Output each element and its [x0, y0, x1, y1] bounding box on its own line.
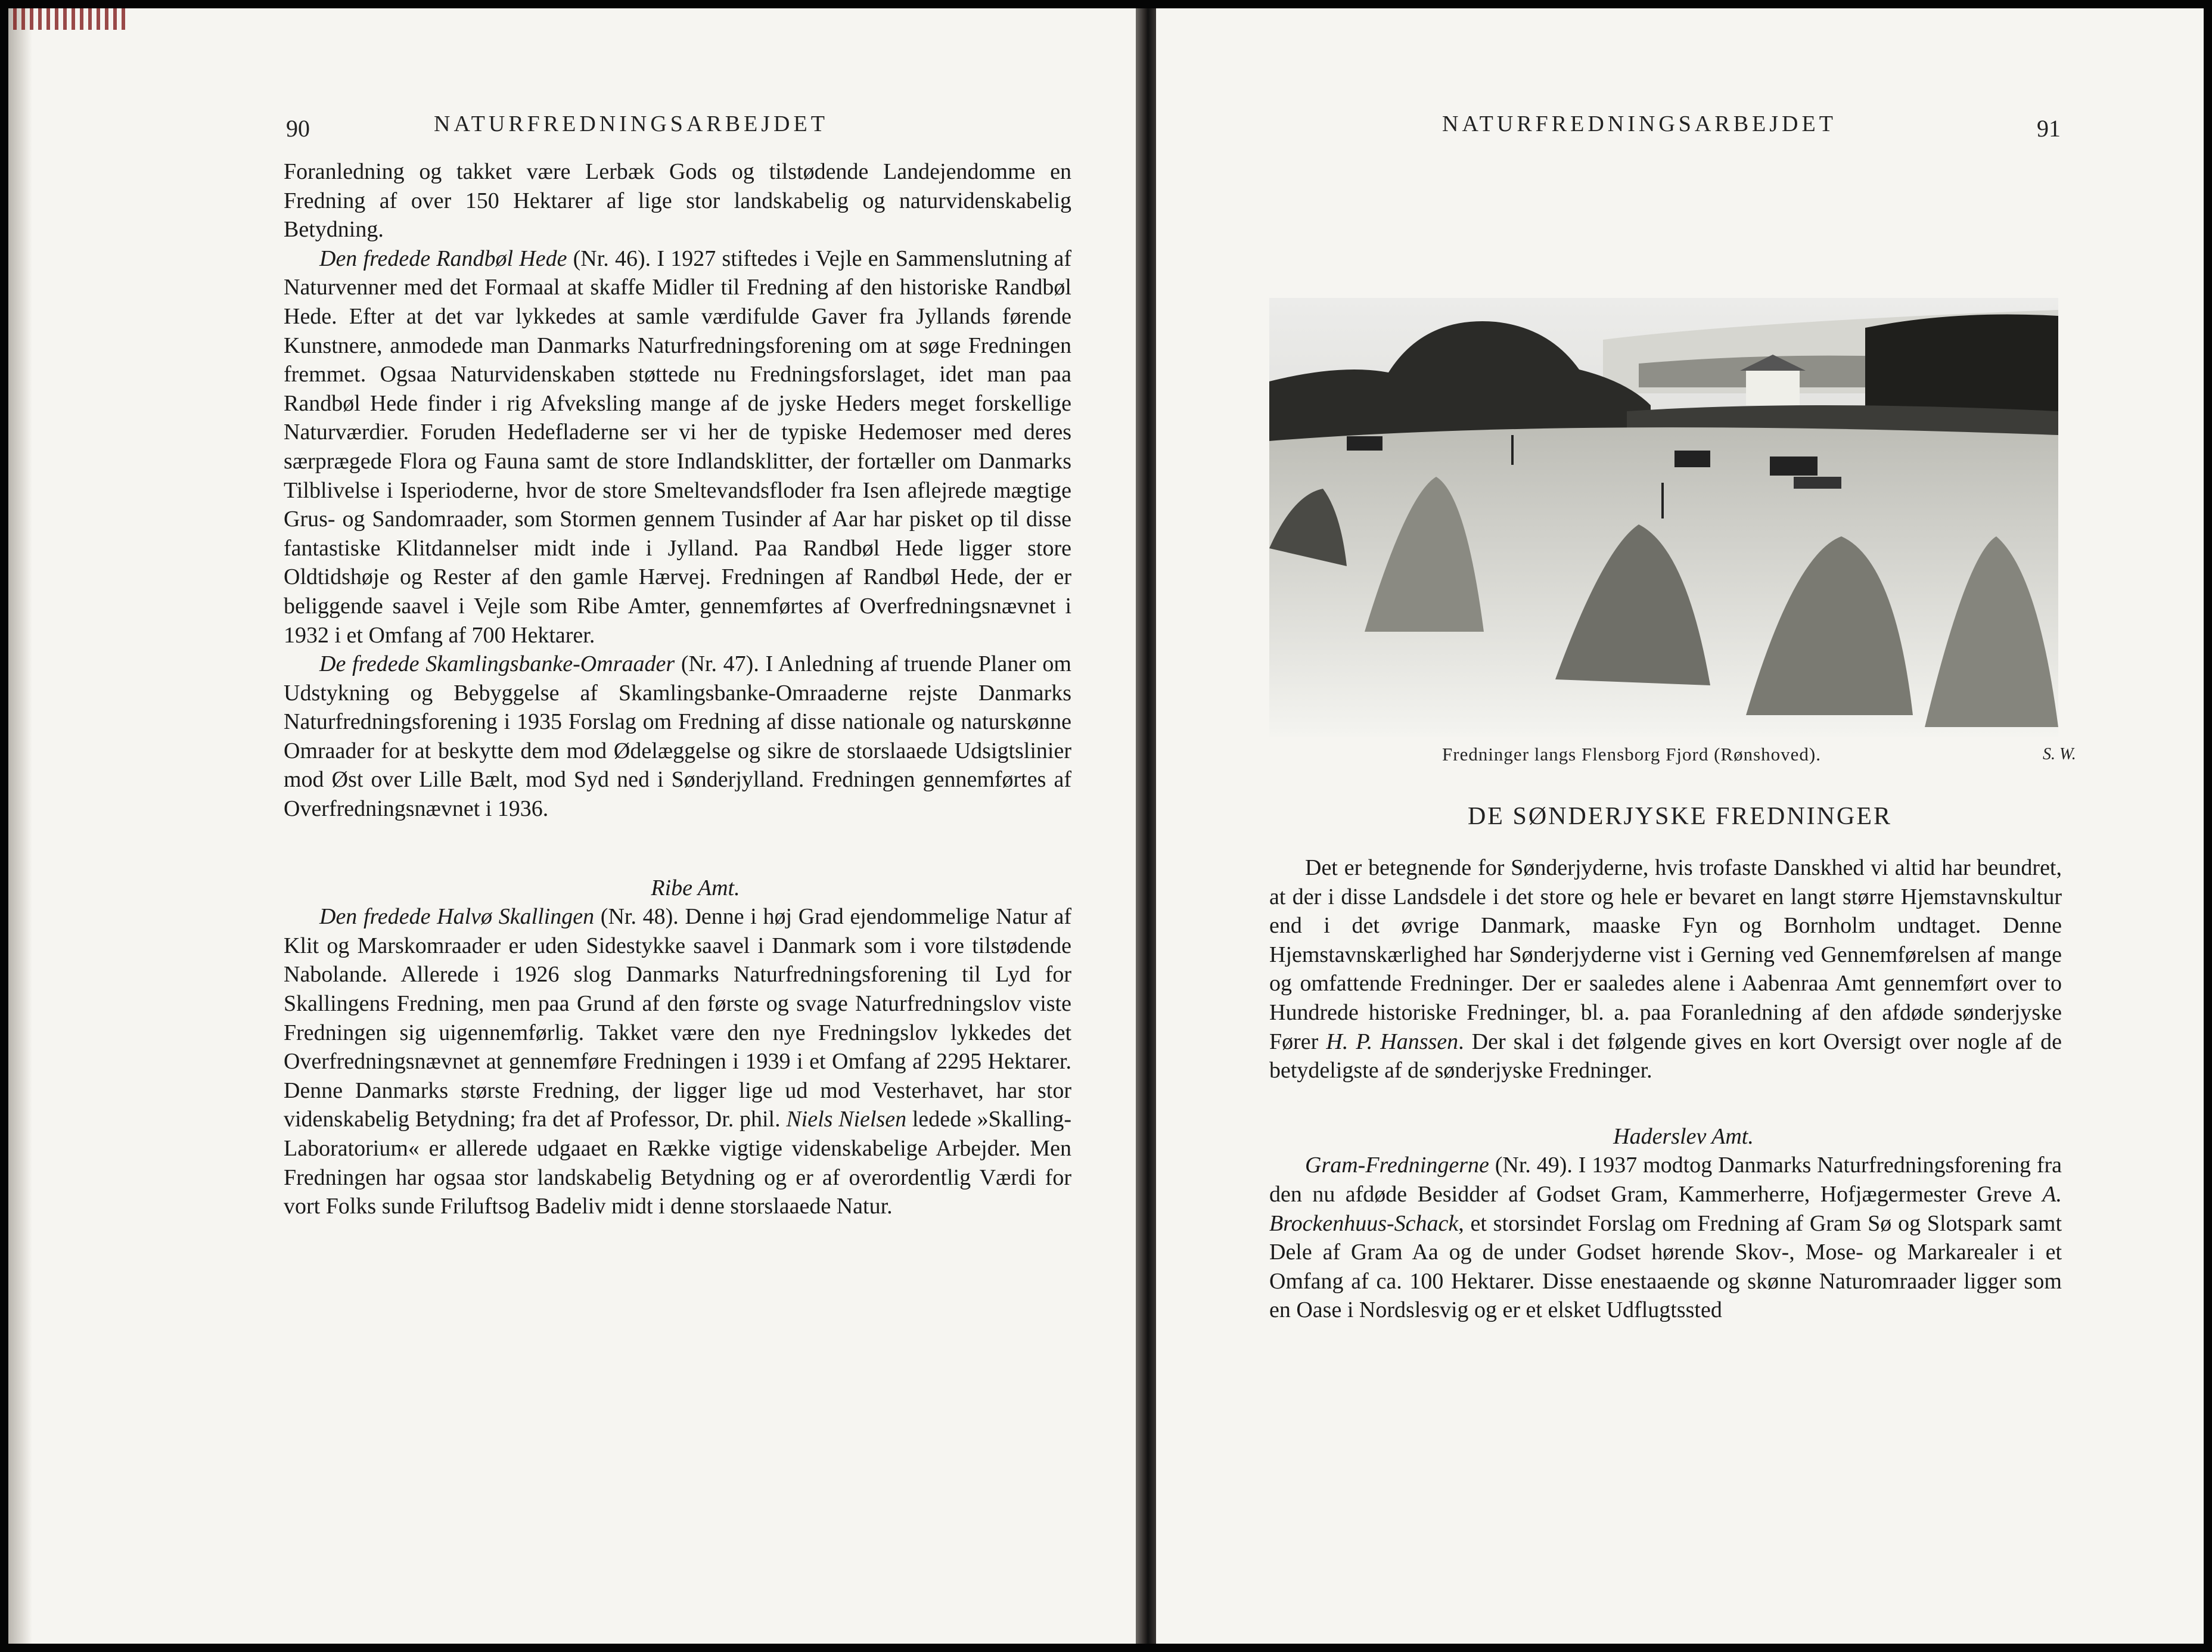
left-page [8, 8, 1136, 1644]
body-text [284, 157, 1071, 1221]
landscape-photo [1269, 298, 2058, 737]
entry-title: Gram-Fredningerne [1305, 1153, 1489, 1178]
photo-credit: S. W. [2043, 745, 2076, 763]
page-number: 90 [286, 115, 310, 142]
running-head: NATURFREDNINGSARBEJDET [1442, 111, 1837, 136]
right-page [1156, 8, 2204, 1644]
photo-illustration [1269, 298, 2058, 737]
edge-marks [13, 8, 126, 30]
section-title: DE SØNDERJYSKE FREDNINGER [1467, 803, 1893, 830]
paragraph: Foranledning og takket være Lerbæk Gods og tilstødende Landejendomme en Fredning af over 150 Hektarer af lige stor landskabelig og naturvidenskabelig Betydning. [284, 159, 1071, 243]
paragraph: Det er betegnende for Sønderjyderne, hvis trofaste Danskhed vi altid har beundret, at der i disse Landsdele i det store og hele er bevaret en langt større Hjemstavnskultur end i det øvrige Danmark, maaske Fyn og Bornholm undtaget. Denne Hjemstavnskærlighed har Sønderjyderne vist i Gerning ved Gennemførelsen af mange og omfattende Fredninger. Der er saaledes alene i Aabenraa Amt gennemført over to Hundrede historiske Fredninger, bl. a. paa Foranledning af den afdøde sønderjyske Fører H. P. Hanssen. Der skal i det følgende gives en kort Oversigt over nogle af de betydeligste af de sønderjyske Fredninger. [1269, 855, 2062, 1083]
paragraph: Den fredede Halvø Skallingen (Nr. 48). Denne i høj Grad ejendommelige Natur af Klit og Marskomraader er uden Sidestykke saavel i Danmark som i vore tilstødende Nabolande. Allerede i 1926 slog Danmarks Naturfredningsforening til Lyd for Skallingens Fredning, men paa Grund af den første og svage Naturfredningslov viste Fredningen sig uigennemførlig. Takket være den nye Fredningslov lykkedes det Overfredningsnævnet at gennemføre Fredningen i 1939 i et Omfang af 2295 Hektarer. Denne Danmarks største Fredning, der ligger lige ud mod Vesterhavet, har stor videnskabelig Betydning; fra det af Professor, Dr. phil. Niels Nielsen ledede »Skalling-Laboratorium« er allerede udgaaet en Række vigtige videnskabelige Arbejder. Men Fredningen har ogsaa stor landskabelig Betydning og er af overordentlig Værdi for vort Folks sunde Friluftsog Badeliv midt i denne storslaaede Natur. [284, 904, 1072, 1219]
paragraph: Den fredede Randbøl Hede (Nr. 46). I 1927 stiftedes i Vejle en Sammenslutning af Naturvenner med det Formaal at skaffe Midler til Fredning af den historiske Randbøl Hede. Efter at det var lykkedes at samle værdifulde Gaver fra Jyllands førende Kunstnere, anmodede man Danmarks Naturfredningsforening om at søge Fredningen fremmet. Ogsaa Naturvidenskaben støttede nu Fredningsforslaget, idet man paa Randbøl Hede finder i rig Afveksling mange af de jyske Heders meget forskellige Naturværdier. Foruden Hedefladerne ser vi her de typiske Hedemoser med deres særprægede Flora og Fauna samt de store Indlandsklitter, der fortæller om Danmarks Tilblivelse i Isperioderne, hvor de store Smeltevandsfloder fra Isen aflejrede mægtige Grus- og Sandomraader, som Stormen gennem Tusinder af Aar har pisket op til disse fantastiske Klitdannelser midt inde i Jylland. Paa Randbøl Hede ligger store Oldtidshøje og Rester af den gamle Hærvej. Fredningen af Randbøl Hede, der er beliggende saavel i Vejle som Ribe Amter, gennemførtes af Overfredningsnævnet i 1932 i et Omfang af 700 Hektarer. [284, 246, 1071, 648]
page-number: 91 [2037, 115, 2061, 142]
page-edge [8, 8, 32, 1644]
book-gutter [1136, 8, 1156, 1644]
entry-title: Den fredede Randbøl Hede [319, 246, 567, 271]
paragraph: De fredede Skamlingsbanke-Omraader (Nr. 47). I Anledning af truende Planer om Udstykning og Bebyggelse af Skamlingsbanke-Omraaderne rejste Danmarks Naturfredningsforening i 1935 Forslag om Fredning af disse nationale og naturskønne Omraader for at beskytte dem mod Ødelæggelse og sikre de storslaaede Udsigtslinier mod Øst over Lille Bælt, mod Syd ned i Sønderjylland. Fredningen gennemførtes af Overfredningsnævnet i 1936. [284, 651, 1071, 822]
entry-title: De fredede Skamlingsbanke-Omraader [319, 651, 675, 677]
section-heading: Ribe Amt. [651, 875, 740, 900]
paragraph: Gram-Fredningerne (Nr. 49). I 1937 modtog Danmarks Naturfredningsforening fra den nu afdøde Besidder af Godset Gram, Kammerherre, Hofjægermester Greve A. Brockenhuus-Schack, et storsindet Forslag om Fredning af Gram Sø og Slotspark samt Dele af Gram Aa og de under Godset hørende Skov-, Mose- og Markarealer i et Omfang af ca. 100 Hektarer. Disse enestaaende og skønne Naturomraader ligger som en Oase i Nordslesvig og er et elsket Udflugtssted [1269, 1153, 2062, 1323]
section-heading: Haderslev Amt. [1613, 1123, 1754, 1149]
running-head: NATURFREDNINGSARBEJDET [434, 111, 828, 136]
photo-caption: Fredninger langs Flensborg Fjord (Rønshoved). [1442, 744, 1821, 765]
body-text [1269, 853, 2062, 1325]
entry-title: Den fredede Halvø Skallingen [319, 904, 595, 930]
